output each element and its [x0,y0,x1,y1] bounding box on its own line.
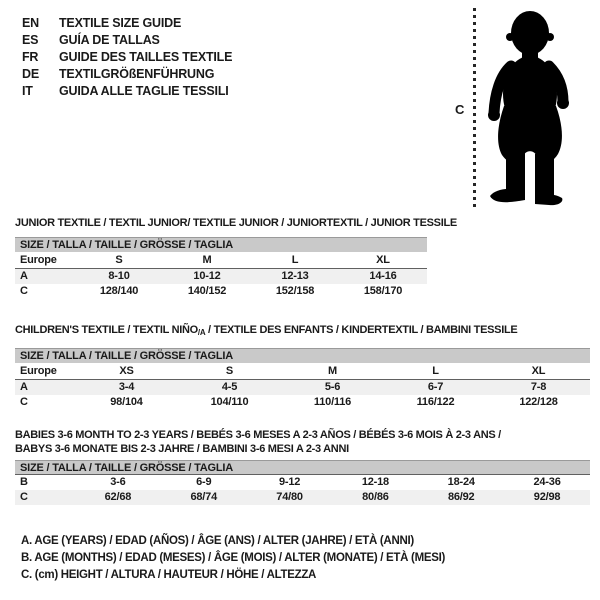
language-row [22,49,232,66]
size-column-header: L [432,365,439,377]
region-label-cell: Europe [20,254,57,266]
size-column-header: XS [119,365,134,377]
value-cell: 4-5 [221,381,238,393]
size-grid [15,348,590,410]
value-cell: 80/86 [362,491,389,503]
title-subscript: /A [197,328,206,337]
legend-notes [21,533,445,584]
size-column-header: M [328,365,337,377]
babies-textile-table [15,428,590,505]
row-label-cell: C [20,285,28,297]
value-cell: 104/110 [210,396,249,408]
row-label-cell: A [20,270,28,282]
value-cell: 158/170 [363,285,403,297]
size-header-bar: SIZE / TALLA / TAILLE / GRÖSSE / TAGLIA [15,237,427,252]
language-code: EN [22,16,39,30]
table-row [15,380,590,395]
value-cell: 74/80 [276,491,303,503]
value-cell: 7-8 [530,381,547,393]
title-text: CHILDREN'S TEXTILE / TEXTIL NIÑO [15,324,198,336]
title-text: BABIES 3-6 MONTH TO 2-3 YEARS / BEBÉS 3-6 MESES A 2-3 AÑOS / BÉBÉS 3-6 MOIS À 2-3 ANS / [15,429,501,441]
value-cell: 62/68 [104,491,132,503]
value-cell: 110/116 [313,396,352,408]
size-header-bar: SIZE / TALLA / TAILLE / GRÖSSE / TAGLIA [15,460,590,475]
legend-note: B. AGE (MONTHS) / EDAD (MESES) / ÂGE (MOIS) / ALTER (MONATE) / ETÀ (MESI) [21,552,446,564]
value-cell: 6-9 [196,476,212,488]
table-row [15,269,427,284]
row-label-cell: C [20,491,28,503]
height-measure-dotted-line [473,8,476,207]
language-row [22,66,232,83]
table-title [15,323,590,338]
value-cell: 152/158 [275,285,315,297]
height-c-label: C [455,102,465,117]
value-cell: 6-7 [427,381,444,393]
value-cell: 3-6 [110,476,126,488]
baby-silhouette [481,6,569,206]
size-column-header: S [225,365,234,377]
size-grid [15,237,427,299]
row-label-cell: A [20,381,28,393]
language-guide-title: TEXTILGRÖßENFÜHRUNG [59,67,215,81]
size-grid [15,460,590,505]
table-title [15,442,590,456]
row-label-cell: C [20,396,28,408]
title-text: / TEXTILE DES ENFANTS / KINDERTEXTIL / BAMBINI TESSILE [205,324,518,336]
language-guide-title: GUÍA DE TALLAS [59,33,160,47]
size-column-header: XL [376,254,390,266]
region-label-cell: Europe [20,365,57,377]
language-row [22,15,232,32]
title-text: BABYS 3-6 MONATE BIS 2-3 JAHRE / BAMBINI 3-6 MESI A 2-3 ANNI [15,443,349,455]
column-header-row [15,363,590,380]
table-title [15,428,590,442]
table-row [15,395,590,410]
size-column-header: L [291,254,299,266]
column-header-row [15,252,427,269]
junior-textile-table [15,216,457,299]
language-code: ES [22,33,39,47]
title-text: JUNIOR TEXTILE / TEXTIL JUNIOR/ TEXTILE JUNIOR / JUNIORTEXTIL / JUNIOR TESSILE [15,217,457,229]
language-guide-title: GUIDE DES TAILLES TEXTILE [59,50,233,64]
table-row [15,475,590,490]
table-row [15,490,590,505]
childrens-textile-table [15,323,590,410]
value-cell: 92/98 [533,491,561,503]
value-cell: 9-12 [278,476,301,488]
value-cell: 86/92 [447,491,475,503]
language-code: IT [22,84,33,98]
language-code: DE [22,67,39,81]
value-cell: 12-18 [361,476,389,488]
legend-note: C. (cm) HEIGHT / ALTURA / HAUTEUR / HÖHE / ALTEZZA [21,569,317,581]
value-cell: 18-24 [447,476,475,488]
table-title [15,216,457,230]
size-column-header: XL [531,365,546,377]
language-code: FR [22,50,39,64]
legend-note: A. AGE (YEARS) / EDAD (AÑOS) / ÂGE (ANS) / ALTER (JAHRE) / ETÀ (ANNI) [21,535,414,547]
size-column-header: M [202,254,212,266]
language-row [22,83,232,100]
language-title-block [22,15,232,100]
language-guide-title: TEXTILE SIZE GUIDE [59,16,182,30]
size-column-header: S [115,254,123,266]
table-row [15,284,427,299]
value-cell: 10-12 [193,270,221,282]
value-cell: 128/140 [99,285,139,297]
value-cell: 122/128 [519,396,558,408]
value-cell: 116/122 [416,396,455,408]
value-cell: 98/104 [110,396,143,408]
value-cell: 12-13 [281,270,309,282]
value-cell: 3-4 [118,381,135,393]
value-cell: 14-16 [369,270,397,282]
row-label-cell: B [20,476,28,488]
language-row [22,32,232,49]
value-cell: 5-6 [324,381,341,393]
value-cell: 24-36 [533,476,561,488]
value-cell: 8-10 [108,270,130,282]
value-cell: 68/74 [190,491,217,503]
language-guide-title: GUIDA ALLE TAGLIE TESSILI [59,84,229,98]
size-header-bar: SIZE / TALLA / TAILLE / GRÖSSE / TAGLIA [15,348,590,363]
value-cell: 140/152 [187,285,227,297]
